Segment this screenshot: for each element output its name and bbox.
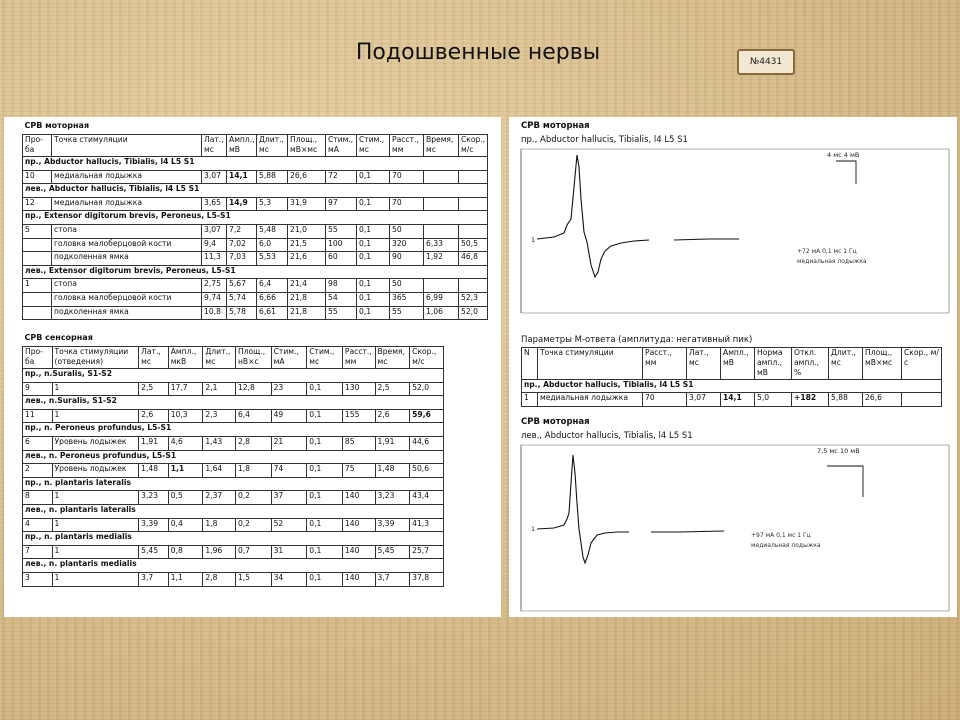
table-cell: 59,6 <box>410 409 444 423</box>
table-cell: 21,8 <box>288 306 326 320</box>
table-cell: головка малоберцовой кости <box>52 293 202 307</box>
table-cell: 70 <box>390 170 424 184</box>
table-cell: 1,1 <box>168 573 203 587</box>
table-cell: 8 <box>23 491 53 505</box>
column-header: Расст., мм <box>390 135 424 157</box>
table-cell: 1,64 <box>203 464 236 478</box>
table-cell: 3,7 <box>375 573 410 587</box>
table-row <box>23 491 444 505</box>
group-title: лев., Abductor hallucis, Tibialis, l4 L5 S1 <box>23 184 488 198</box>
trace1-title: СРВ моторная <box>521 121 590 131</box>
table-cell <box>424 170 459 184</box>
left-report-panel <box>4 117 501 617</box>
table-cell: 1,1 <box>168 464 203 478</box>
column-header: Скор., м/с <box>902 348 942 380</box>
table-header-row <box>23 347 444 369</box>
table-row <box>23 279 488 293</box>
table-cell: 98 <box>326 279 357 293</box>
table-cell: 9,4 <box>202 238 227 252</box>
column-header: Длит., мс <box>257 135 288 157</box>
column-header: Норма ампл., мВ <box>755 348 792 380</box>
table-cell: 7 <box>23 545 53 559</box>
table-cell: 12,8 <box>235 382 271 396</box>
table-cell: 1 <box>23 279 52 293</box>
table-cell: 3,23 <box>139 491 169 505</box>
table-cell: 5,48 <box>257 225 288 239</box>
table-cell: 9 <box>23 382 53 396</box>
table-cell: 49 <box>271 409 307 423</box>
table-cell: 140 <box>342 518 375 532</box>
table-cell: 2,37 <box>203 491 236 505</box>
table-cell: 5,53 <box>257 252 288 266</box>
table-cell: 365 <box>390 293 424 307</box>
table-cell: 34 <box>271 573 307 587</box>
table-row <box>23 382 444 396</box>
table-row <box>23 437 444 451</box>
table-cell: 6,99 <box>424 293 459 307</box>
table-title: СРВ моторная <box>24 121 90 130</box>
table-cell: 1,48 <box>139 464 169 478</box>
group-title: пр., Extensor digitorum brevis, Peroneus, L5-S1 <box>23 211 488 225</box>
table-cell: 2,5 <box>375 382 410 396</box>
motor-trace-right <box>509 147 957 317</box>
table-group-row <box>23 477 444 491</box>
table-cell: 14,1 <box>721 393 755 407</box>
table-cell: 0,7 <box>235 545 271 559</box>
right-report-panel <box>509 117 957 617</box>
table-cell: 140 <box>342 573 375 587</box>
table-cell: 21 <box>271 437 307 451</box>
table-cell: 1 <box>52 518 139 532</box>
table-cell: 70 <box>390 197 424 211</box>
table-cell: 97 <box>326 197 357 211</box>
table-cell: 3,07 <box>202 170 227 184</box>
table-cell <box>23 306 52 320</box>
trace1-marker: 1 <box>531 236 536 244</box>
table-header-row <box>23 135 488 157</box>
column-header: Площ., нВ×с <box>235 347 271 369</box>
table-cell: 5,45 <box>139 545 169 559</box>
table-cell: 11,3 <box>202 252 227 266</box>
column-header: Ампл., мВ <box>227 135 257 157</box>
table-cell: 2,1 <box>203 382 236 396</box>
table-row <box>23 225 488 239</box>
table-cell: 1,5 <box>235 573 271 587</box>
table-cell: 3,07 <box>687 393 721 407</box>
table-cell: 50,5 <box>459 238 488 252</box>
column-header: Скор., м/с <box>459 135 488 157</box>
trace1-subtitle: пр., Abductor hallucis, Tibialis, l4 L5 S1 <box>521 135 688 145</box>
table-cell <box>424 225 459 239</box>
trace2-stim-params: +97 мА 0,1 мс 1 Гц <box>751 532 811 539</box>
table-cell <box>459 197 488 211</box>
table-cell: 6 <box>23 437 53 451</box>
column-header: Площ., мВ×мс <box>863 348 902 380</box>
trace2-stim-site: медиальная лодыжка <box>751 542 821 549</box>
table-cell: 52,0 <box>459 306 488 320</box>
table-cell: 0,2 <box>235 491 271 505</box>
table-cell: 46,8 <box>459 252 488 266</box>
table-cell: 60 <box>326 252 357 266</box>
table-cell: 23 <box>271 382 307 396</box>
table-row <box>23 573 444 587</box>
table-cell: 37 <box>271 491 307 505</box>
column-header: Лат., мс <box>139 347 169 369</box>
table-row <box>23 238 488 252</box>
trace1-waveform <box>537 155 649 277</box>
table-cell <box>424 279 459 293</box>
column-header: Точка стимуляции <box>52 135 202 157</box>
motor-conduction-table <box>22 121 488 320</box>
column-header: Про-ба <box>23 135 52 157</box>
table-cell: 2,6 <box>139 409 169 423</box>
table-cell: 21,4 <box>288 279 326 293</box>
column-header: Длит., мс <box>829 348 863 380</box>
table-cell: 140 <box>342 491 375 505</box>
slide-title: Подошвенные нервы <box>355 40 601 65</box>
group-title: лев., n. plantaris lateralis <box>23 505 444 519</box>
table-row <box>23 252 488 266</box>
table-group-row <box>23 369 444 383</box>
table-cell: 50 <box>390 279 424 293</box>
table-cell: 3,07 <box>202 225 227 239</box>
table-cell: 0,1 <box>357 225 390 239</box>
table-cell: 11 <box>23 409 53 423</box>
table-group-row <box>23 211 488 225</box>
table-cell: 2 <box>23 464 53 478</box>
table-cell <box>23 252 52 266</box>
group-title: пр., n.Suralis, S1-S2 <box>23 369 444 383</box>
table-cell: 52,0 <box>410 382 444 396</box>
table-cell: 1 <box>52 573 139 587</box>
column-header: Скор., м/с <box>410 347 444 369</box>
table-group-row <box>23 559 444 573</box>
table-cell: 0,1 <box>307 518 343 532</box>
table-cell: 52 <box>271 518 307 532</box>
table-cell: 7,2 <box>227 225 257 239</box>
table-cell: 3 <box>23 573 53 587</box>
table-cell: 31 <box>271 545 307 559</box>
table-cell: 6,61 <box>257 306 288 320</box>
slide-number-badge: №4431 <box>737 49 795 75</box>
table-cell: 25,7 <box>410 545 444 559</box>
column-header: Стим., мс <box>307 347 343 369</box>
table-cell: 1,8 <box>203 518 236 532</box>
table-group-row <box>23 157 488 171</box>
table-cell: 0,1 <box>357 252 390 266</box>
table-group-row <box>23 532 444 546</box>
table-cell: подколенная ямка <box>52 252 202 266</box>
group-title: пр., Abductor hallucis, Tibialis, l4 L5 S1 <box>23 157 488 171</box>
column-header: Точка стимуляции <box>538 348 643 380</box>
table-cell <box>23 238 52 252</box>
trace2-title: СРВ моторная <box>521 417 590 427</box>
table-cell: 155 <box>342 409 375 423</box>
table-cell: 37,8 <box>410 573 444 587</box>
table-cell <box>902 393 942 407</box>
table-row <box>23 545 444 559</box>
table-cell <box>424 197 459 211</box>
table-cell: 2,75 <box>202 279 227 293</box>
group-title: лев., n.Suralis, S1-S2 <box>23 396 444 410</box>
table-cell: 10,8 <box>202 306 227 320</box>
table-cell: 2,5 <box>139 382 169 396</box>
table-cell: 100 <box>326 238 357 252</box>
table-cell: 21,0 <box>288 225 326 239</box>
table-cell: 0,1 <box>307 382 343 396</box>
column-header: Расст., мм <box>342 347 375 369</box>
table-row <box>23 197 488 211</box>
column-header: Лат., мс <box>687 348 721 380</box>
table-cell: 4 <box>23 518 53 532</box>
column-header: Лат., мс <box>202 135 227 157</box>
table-cell: 0,1 <box>307 464 343 478</box>
table-row <box>23 409 444 423</box>
table-cell: 5,67 <box>227 279 257 293</box>
table-cell: 55 <box>390 306 424 320</box>
trace2-baseline <box>651 531 724 532</box>
trace1-stim-params: +72 мА 0,1 мс 1 Гц <box>797 248 857 255</box>
table-cell: головка малоберцовой кости <box>52 238 202 252</box>
group-title: лев., Extensor digitorum brevis, Peroneus, L5-S1 <box>23 265 488 279</box>
table-cell: 7,02 <box>227 238 257 252</box>
table-title: СРВ сенсорная <box>24 333 93 342</box>
table-row <box>522 393 942 407</box>
table-cell: 1,8 <box>235 464 271 478</box>
table-cell: 90 <box>390 252 424 266</box>
table-cell: +182 <box>792 393 829 407</box>
table-cell: 5,0 <box>755 393 792 407</box>
table-cell: 6,4 <box>257 279 288 293</box>
table-cell: 31,9 <box>288 197 326 211</box>
table-cell: 5,78 <box>227 306 257 320</box>
table-group-row <box>23 423 444 437</box>
table-cell: 0,1 <box>357 170 390 184</box>
group-title: лев., n. plantaris medialis <box>23 559 444 573</box>
table-group-row <box>23 396 444 410</box>
trace2-scale-label: 7,5 мс 10 мВ <box>817 447 860 455</box>
table-row <box>23 306 488 320</box>
table-cell: 7,03 <box>227 252 257 266</box>
table-cell: 320 <box>390 238 424 252</box>
table-cell: 0,1 <box>357 279 390 293</box>
table-cell: 26,6 <box>863 393 902 407</box>
column-header: Про-ба <box>23 347 53 369</box>
table-cell: 0,2 <box>235 518 271 532</box>
table-cell: 1,96 <box>203 545 236 559</box>
table-cell <box>459 170 488 184</box>
column-header: Стим., мА <box>271 347 307 369</box>
table-cell: 0,1 <box>357 306 390 320</box>
table-cell: 54 <box>326 293 357 307</box>
table-cell: 10 <box>23 170 52 184</box>
table-cell: 26,6 <box>288 170 326 184</box>
table-cell: 1 <box>52 545 139 559</box>
table-cell: 3,39 <box>375 518 410 532</box>
m-response-params-table <box>521 347 942 407</box>
table-cell: 75 <box>342 464 375 478</box>
trace2-subtitle: лев., Abductor hallucis, Tibialis, l4 L5 S1 <box>521 431 693 441</box>
table-cell: 1,92 <box>424 252 459 266</box>
table-cell: 12 <box>23 197 52 211</box>
table-group-row <box>23 450 444 464</box>
table-cell: 0,1 <box>307 545 343 559</box>
table-cell: 0,1 <box>307 573 343 587</box>
table-row <box>23 170 488 184</box>
table-cell: 1 <box>52 409 139 423</box>
column-header: N <box>522 348 538 380</box>
table-cell: медиальная лодыжка <box>538 393 643 407</box>
column-header: Площ., мВ×мс <box>288 135 326 157</box>
table-cell: 0,1 <box>307 437 343 451</box>
table-group-row <box>23 265 488 279</box>
trace1-scale-bar <box>836 161 856 184</box>
column-header: Время, мс <box>375 347 410 369</box>
table-cell: 70 <box>643 393 687 407</box>
table-cell: 5,74 <box>227 293 257 307</box>
table-cell: 6,4 <box>235 409 271 423</box>
table-cell: 6,66 <box>257 293 288 307</box>
column-header: Стим., мА <box>326 135 357 157</box>
trace2-marker: 1 <box>531 525 536 533</box>
table-cell: 5,88 <box>829 393 863 407</box>
table-cell: 0,4 <box>168 518 203 532</box>
table-cell: 3,7 <box>139 573 169 587</box>
table-cell: 6,0 <box>257 238 288 252</box>
table-cell: 6,33 <box>424 238 459 252</box>
column-header: Ампл., мВ <box>721 348 755 380</box>
table-cell: подколенная ямка <box>52 306 202 320</box>
column-header: Длит., мс <box>203 347 236 369</box>
table-title-row <box>23 121 488 135</box>
column-header: Ампл., мкВ <box>168 347 203 369</box>
table-cell: 0,1 <box>357 238 390 252</box>
table-cell: 130 <box>342 382 375 396</box>
table-cell: 5,88 <box>257 170 288 184</box>
table-cell: 0,8 <box>168 545 203 559</box>
trace1-baseline <box>674 239 739 240</box>
table-cell: 50 <box>390 225 424 239</box>
table-cell: 55 <box>326 225 357 239</box>
column-header: Откл. ампл., % <box>792 348 829 380</box>
table-cell: 0,1 <box>357 197 390 211</box>
table-cell: 72 <box>326 170 357 184</box>
table-title-row <box>23 333 444 347</box>
table-cell: Уровень лодыжек <box>52 437 139 451</box>
table-cell: 0,1 <box>307 409 343 423</box>
table-cell: 44,6 <box>410 437 444 451</box>
table-cell: 21,6 <box>288 252 326 266</box>
table-cell: медиальная лодыжка <box>52 197 202 211</box>
table-cell: 5 <box>23 225 52 239</box>
group-title: лев., n. Peroneus profundus, L5-S1 <box>23 450 444 464</box>
table-cell: 5,3 <box>257 197 288 211</box>
table-cell: 52,3 <box>459 293 488 307</box>
table-cell: 0,1 <box>307 491 343 505</box>
table-cell: 9,74 <box>202 293 227 307</box>
table-cell: 43,4 <box>410 491 444 505</box>
table-cell: 50,6 <box>410 464 444 478</box>
table-cell: 17,7 <box>168 382 203 396</box>
trace1-scale-label: 4 мс 4 мВ <box>827 151 860 159</box>
table-row <box>23 464 444 478</box>
group-title: пр., Abductor hallucis, Tibialis, l4 L5 S1 <box>522 379 942 393</box>
table-cell: медиальная лодыжка <box>52 170 202 184</box>
column-header: Стим., мс <box>357 135 390 157</box>
table-cell: 140 <box>342 545 375 559</box>
sensory-conduction-table <box>22 333 444 587</box>
table-cell: 21,5 <box>288 238 326 252</box>
table-cell: 55 <box>326 306 357 320</box>
column-header: Точка стимуляции (отведения) <box>52 347 139 369</box>
table-cell: 1,91 <box>139 437 169 451</box>
column-header: Расст., мм <box>643 348 687 380</box>
table-cell: 1,43 <box>203 437 236 451</box>
table-cell: 14,1 <box>227 170 257 184</box>
table-cell <box>23 293 52 307</box>
table-cell: 74 <box>271 464 307 478</box>
table-cell: 14,9 <box>227 197 257 211</box>
table-cell: 2,8 <box>235 437 271 451</box>
table-cell: 0,1 <box>357 293 390 307</box>
table-cell: 2,3 <box>203 409 236 423</box>
table-cell: 1 <box>522 393 538 407</box>
table-header-row <box>522 348 942 380</box>
table-cell: 3,23 <box>375 491 410 505</box>
table-cell: стопа <box>52 279 202 293</box>
table-cell: 10,3 <box>168 409 203 423</box>
trace2-scale-bar <box>827 466 863 497</box>
table-cell: 5,45 <box>375 545 410 559</box>
table-cell: 41,3 <box>410 518 444 532</box>
table-cell: 1,91 <box>375 437 410 451</box>
table-cell <box>459 279 488 293</box>
table-cell: 1 <box>52 491 139 505</box>
table-cell: 3,39 <box>139 518 169 532</box>
table-cell: 2,6 <box>375 409 410 423</box>
table-group-row <box>23 184 488 198</box>
table-cell: Уровень лодыжек <box>52 464 139 478</box>
group-title: пр., n. plantaris medialis <box>23 532 444 546</box>
table-cell: 1,06 <box>424 306 459 320</box>
group-title: пр., n. Peroneus profundus, L5-S1 <box>23 423 444 437</box>
table-row <box>23 293 488 307</box>
table-cell: 21,8 <box>288 293 326 307</box>
group-title: пр., n. plantaris lateralis <box>23 477 444 491</box>
motor-trace-left <box>509 443 957 615</box>
table-cell: 2,8 <box>203 573 236 587</box>
table-cell: 85 <box>342 437 375 451</box>
table-cell: 0,5 <box>168 491 203 505</box>
table-cell <box>459 225 488 239</box>
table-group-row <box>23 505 444 519</box>
table-group-row <box>522 379 942 393</box>
table-cell: 3,65 <box>202 197 227 211</box>
table-cell: стопа <box>52 225 202 239</box>
trace2-waveform <box>537 455 629 563</box>
trace1-stim-site: медиальная лодыжка <box>797 258 867 265</box>
table-cell: 1 <box>52 382 139 396</box>
column-header: Время, мс <box>424 135 459 157</box>
table-cell: 4,6 <box>168 437 203 451</box>
table-cell: 1,48 <box>375 464 410 478</box>
params-title: Параметры М-ответа (амплитуда: негативный пик) <box>521 335 753 345</box>
table-row <box>23 518 444 532</box>
